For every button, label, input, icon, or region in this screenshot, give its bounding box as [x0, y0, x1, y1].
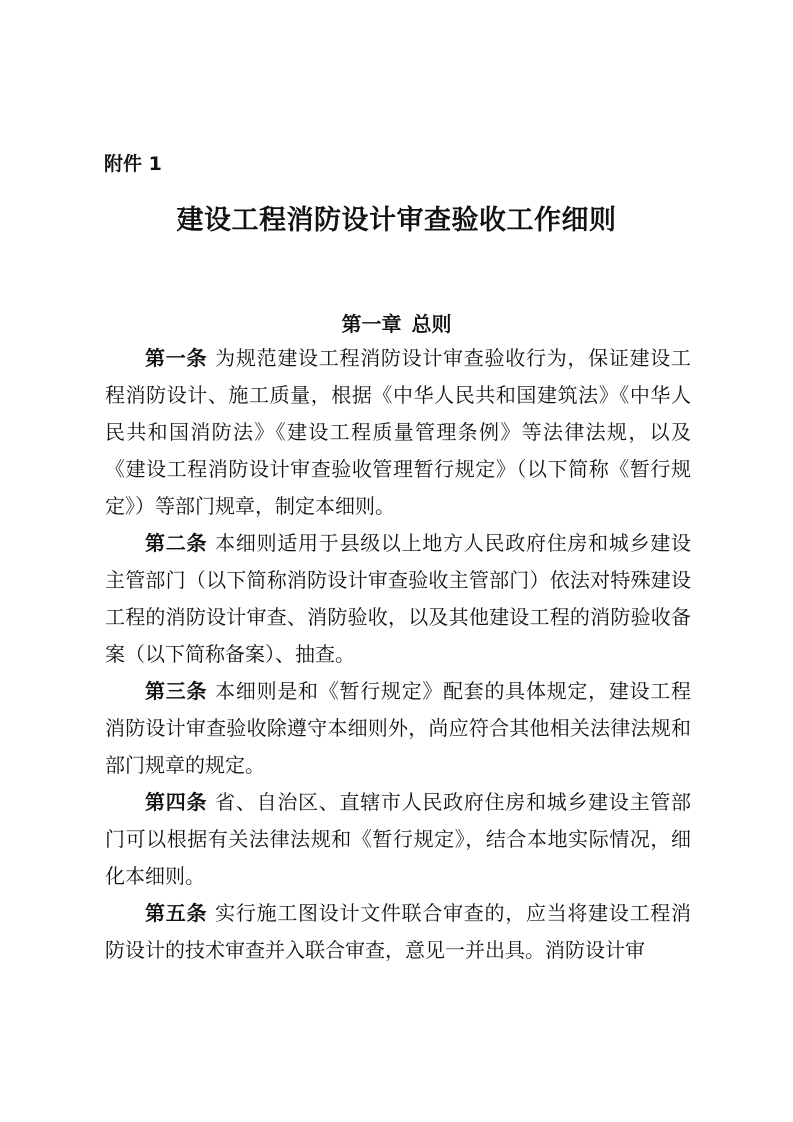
chapter-name: 总则 [411, 312, 452, 336]
article-3 [105, 673, 691, 784]
article-5 [105, 895, 691, 969]
article-number: 第五条 [145, 901, 208, 925]
article-number: 第二条 [145, 531, 208, 555]
article-text: 本细则是和《暂行规定》配套的具体规定，建设工程消防设计审查验收除遵守本细则外，尚应符合其他相关法律法规和部门规章的规定。 [105, 679, 692, 777]
article-1 [105, 340, 691, 525]
chapter-number: 第一章 [341, 312, 402, 336]
article-number: 第三条 [145, 679, 208, 703]
attachment-label: 附件 1 [104, 153, 162, 175]
article-text: 省、自治区、直辖市人民政府住房和城乡建设主管部门可以根据有关法律法规和《暂行规定》，结合本地实际情况，细化本细则。 [105, 790, 692, 888]
document-title: 建设工程消防设计审查验收工作细则 [176, 205, 617, 236]
article-text: 实行施工图设计文件联合审查的，应当将建设工程消防设计的技术审查并入联合审查，意见一并出具。消防设计审 [105, 901, 692, 962]
document-body [105, 340, 691, 969]
article-4 [105, 784, 691, 895]
article-text: 本细则适用于县级以上地方人民政府住房和城乡建设主管部门（以下简称消防设计审查验收主管部门）依法对特殊建设工程的消防设计审查、消防验收，以及其他建设工程的消防验收备案（以下简称备案）、抽查。 [105, 531, 692, 666]
article-text: 为规范建设工程消防设计审查验收行为，保证建设工程消防设计、施工质量，根据《中华人民共和国建筑法》《中华人民共和国消防法》《建设工程质量管理条例》等法律法规，以及《建设工程消防设计审查验收管理暂行规定》（以下简称《暂行规定》）等部门规章，制定本细则。 [105, 346, 692, 518]
article-number: 第四条 [145, 790, 208, 814]
article-2 [105, 525, 691, 673]
chapter-heading [0, 310, 793, 338]
article-number: 第一条 [145, 346, 208, 370]
